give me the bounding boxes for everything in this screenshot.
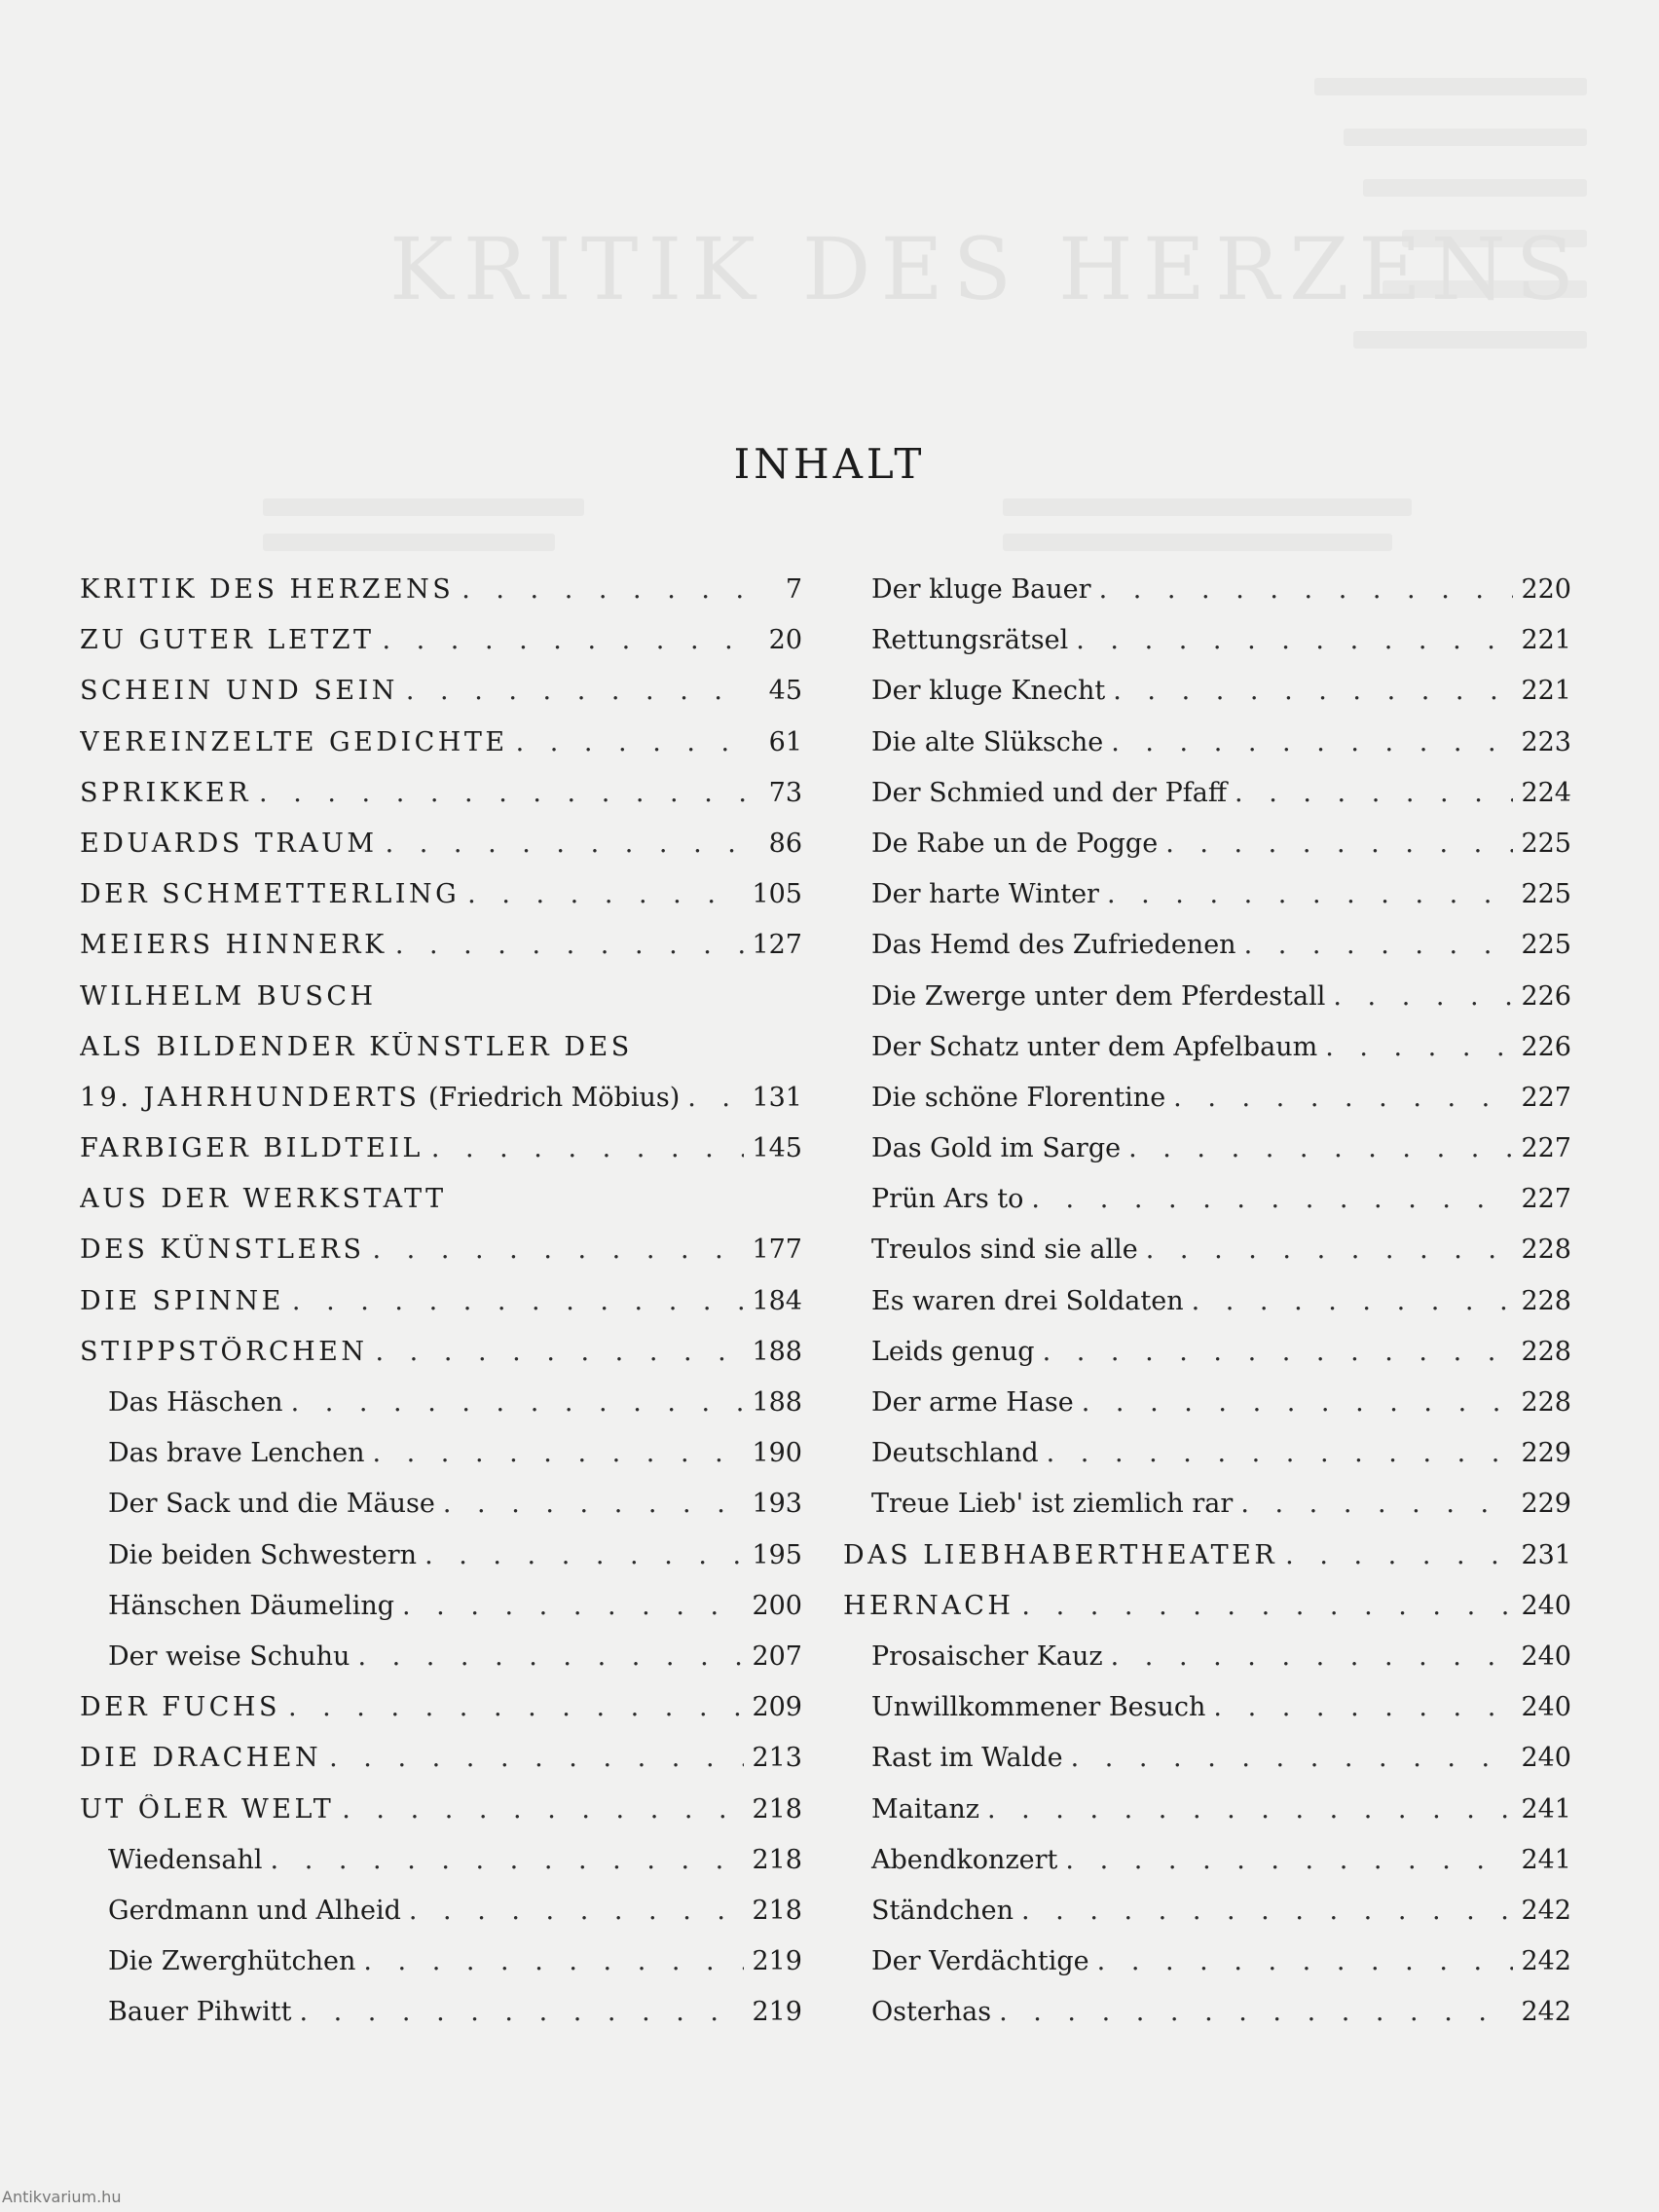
toc-section-entry — [80, 574, 802, 625]
dot-leader — [1165, 829, 1513, 859]
toc-subentry — [843, 930, 1571, 980]
entry-title-text: FARBIGER BILDTEIL — [80, 1133, 424, 1164]
entry-title — [80, 1133, 424, 1163]
entry-title-text: Treue Lieb' ist ziemlich rar — [871, 1489, 1234, 1520]
entry-title-text: De Rabe un de Pogge — [871, 828, 1159, 859]
dot-leader — [299, 1997, 744, 2027]
entry-title-text: Prosaischer Kauz — [871, 1641, 1103, 1672]
entry-title-text: EDUARDS TRAUM — [80, 828, 378, 859]
entry-title — [108, 1997, 291, 2027]
dot-leader — [1325, 1032, 1513, 1062]
entry-title — [80, 930, 387, 960]
entry-title — [871, 1337, 1035, 1367]
entry-title-text: DER SCHMETTERLING — [80, 879, 461, 910]
toc-subentry — [843, 1032, 1571, 1083]
entry-title — [871, 1286, 1184, 1316]
entry-title — [871, 778, 1227, 808]
dot-leader — [288, 1692, 744, 1722]
toc-section-entry — [80, 1032, 802, 1083]
dot-leader — [461, 574, 746, 605]
page-number: 218 — [752, 1844, 802, 1875]
entry-title-text: Der Sack und die Mäuse — [108, 1489, 435, 1520]
page-number: 240 — [1521, 1743, 1571, 1774]
show-through-heading: KRITIK DES HERZENS — [389, 219, 1584, 319]
entry-title-text: Abendkonzert — [871, 1844, 1058, 1875]
toc-section-entry — [80, 1133, 802, 1184]
toc-subentry — [843, 1743, 1571, 1793]
toc-subentry — [843, 1387, 1571, 1438]
entry-title — [108, 1845, 263, 1875]
toc-subentry — [843, 1946, 1571, 1997]
page-number: 225 — [1521, 828, 1571, 859]
entry-title-text: SPRIKKER — [80, 777, 252, 808]
toc-section-entry — [80, 1337, 802, 1387]
page-number: 225 — [1521, 930, 1571, 961]
toc-section-entry — [80, 1184, 802, 1235]
entry-title — [80, 625, 374, 655]
dot-leader — [1240, 1489, 1513, 1519]
entry-title-text: SCHEIN UND SEIN — [80, 676, 398, 707]
dot-leader — [1213, 1692, 1513, 1722]
dot-leader — [1192, 1286, 1514, 1316]
page-number: 209 — [752, 1692, 802, 1723]
toc-subentry — [843, 778, 1571, 829]
dot-leader — [1128, 1133, 1513, 1163]
entry-title-text: UT ÔLER WELT — [80, 1793, 335, 1825]
entry-title-text: 19. JAHRHUNDERTS — [80, 1082, 421, 1113]
page-number: 190 — [752, 1438, 802, 1469]
toc-subentry — [843, 727, 1571, 778]
page-number: 184 — [752, 1285, 802, 1316]
entry-title — [871, 981, 1325, 1012]
toc-subentry — [843, 1896, 1571, 1946]
entry-title — [80, 1286, 284, 1316]
entry-title — [871, 625, 1068, 655]
toc-subentry — [843, 1438, 1571, 1489]
entry-title — [80, 981, 377, 1012]
toc-section-entry — [80, 778, 802, 829]
entry-title — [871, 1692, 1205, 1722]
entry-title-text: HERNACH — [843, 1590, 1014, 1621]
page-number: 61 — [768, 726, 802, 757]
page-number: 227 — [1521, 1133, 1571, 1164]
toc-subentry — [80, 1591, 802, 1641]
page-number: 213 — [752, 1743, 802, 1774]
page-number: 228 — [1521, 1336, 1571, 1367]
page-number: 229 — [1521, 1438, 1571, 1469]
dot-leader — [1173, 1083, 1513, 1113]
dot-leader — [443, 1489, 745, 1519]
toc-subentry — [843, 981, 1571, 1032]
entry-title — [108, 1540, 417, 1570]
entry-title-text: KRITIK DES HERZENS — [80, 574, 455, 605]
toc-section-entry — [80, 727, 802, 778]
entry-title — [108, 1896, 401, 1926]
page-number: 127 — [752, 930, 802, 961]
toc-subentry — [843, 1641, 1571, 1692]
entry-title — [108, 1946, 355, 1976]
entry-title — [871, 1184, 1023, 1214]
page-number: 188 — [752, 1387, 802, 1418]
entry-title-text: Das Hemd des Zufriedenen — [871, 930, 1236, 961]
toc-subentry — [80, 1387, 802, 1438]
toc-subentry — [80, 1845, 802, 1896]
page-number: 86 — [768, 828, 802, 859]
entry-title-text: Die alte Slüksche — [871, 726, 1104, 757]
page-number: 240 — [1521, 1692, 1571, 1723]
entry-title-text: Das Gold im Sarge — [871, 1133, 1122, 1164]
dot-leader — [1111, 727, 1513, 757]
entry-title-text: VEREINZELTE GEDICHTE — [80, 726, 508, 757]
entry-title — [80, 1743, 321, 1773]
page-number: 177 — [752, 1235, 802, 1266]
dot-leader — [292, 1286, 745, 1316]
entry-title-text: Die beiden Schwestern — [108, 1539, 418, 1570]
page-number: 45 — [768, 676, 802, 707]
entry-title-text: Bauer Pihwitt — [108, 1997, 292, 2028]
entry-title-text: Deutschland — [871, 1438, 1039, 1469]
toc-section-entry — [80, 981, 802, 1032]
entry-title-text: Leids genug — [871, 1336, 1035, 1367]
toc-subentry — [843, 1997, 1571, 2047]
entry-title-text: Die schöne Florentine — [871, 1082, 1166, 1113]
entry-title-text: DIE SPINNE — [80, 1285, 284, 1316]
entry-title — [871, 574, 1091, 605]
toc-section-entry — [80, 879, 802, 930]
dot-leader — [1111, 1641, 1514, 1672]
entry-title-text: Die Zwerge unter dem Pferdestall — [871, 980, 1326, 1012]
toc-subentry — [843, 1337, 1571, 1387]
page-number: 242 — [1521, 1997, 1571, 2028]
dot-leader — [1031, 1184, 1513, 1214]
entry-title — [80, 1337, 368, 1367]
entry-title — [871, 1946, 1089, 1976]
entry-title — [871, 676, 1105, 706]
entry-title — [80, 879, 460, 909]
entry-title — [871, 1438, 1039, 1468]
toc-left-column — [80, 574, 802, 2047]
page-number: 219 — [752, 1997, 802, 2028]
page-number: 188 — [752, 1336, 802, 1367]
page-number: 131 — [752, 1082, 802, 1113]
entry-title-text: Das Häschen — [108, 1387, 283, 1418]
toc-section-entry — [80, 1743, 802, 1793]
dot-leader — [1113, 676, 1513, 706]
dot-leader — [1244, 930, 1514, 960]
entry-title — [80, 778, 251, 808]
dot-leader — [406, 676, 746, 706]
toc-subentry — [80, 1489, 802, 1539]
entry-title — [80, 1235, 365, 1265]
page-number: 227 — [1521, 1184, 1571, 1215]
entry-title — [108, 1438, 364, 1468]
entry-title-text: AUS DER WERKSTATT — [80, 1184, 447, 1215]
dot-leader — [357, 1641, 744, 1672]
entry-title-text: Hänschen Däumeling — [108, 1590, 395, 1621]
entry-title — [871, 1743, 1063, 1773]
dot-leader — [424, 1540, 744, 1570]
toc-subentry — [80, 1540, 802, 1591]
entry-title — [80, 676, 398, 706]
toc-section-entry — [80, 829, 802, 879]
entry-title-text: Der Schmied und der Pfaff — [871, 777, 1228, 808]
entry-title-text: Maitanz — [871, 1793, 979, 1825]
dot-leader — [329, 1743, 744, 1773]
toc-subentry — [80, 1641, 802, 1692]
page-number: 200 — [752, 1590, 802, 1621]
dot-leader — [1107, 879, 1513, 909]
dot-leader — [1146, 1235, 1514, 1265]
entry-title — [80, 829, 378, 859]
toc-section-entry — [843, 1540, 1571, 1591]
page-title: INHALT — [733, 440, 926, 488]
toc-subentry — [843, 1184, 1571, 1235]
page-number: 221 — [1521, 676, 1571, 707]
dot-leader — [1076, 625, 1513, 655]
entry-title — [80, 1184, 447, 1214]
entry-title — [108, 1489, 435, 1519]
dot-leader — [372, 1438, 744, 1468]
entry-title-text: ZU GUTER LETZT — [80, 625, 375, 656]
dot-leader — [1043, 1337, 1514, 1367]
dot-leader — [1235, 778, 1513, 808]
entry-title — [871, 1641, 1103, 1672]
page-number: 228 — [1521, 1235, 1571, 1266]
entry-title-text: Osterhas — [871, 1997, 992, 2028]
entry-title-text: Es waren drei Soldaten — [871, 1285, 1184, 1316]
dot-leader — [1071, 1743, 1514, 1773]
page-number: 229 — [1521, 1489, 1571, 1520]
toc-subentry — [843, 1845, 1571, 1896]
toc-subentry — [80, 1438, 802, 1489]
dot-leader — [395, 930, 745, 960]
toc-subentry — [843, 625, 1571, 676]
page-number: 225 — [1521, 879, 1571, 910]
dot-leader — [431, 1133, 745, 1163]
toc-subentry — [80, 1997, 802, 2047]
page-number: 242 — [1521, 1895, 1571, 1926]
toc-section-entry — [843, 1591, 1571, 1641]
entry-title — [80, 574, 454, 605]
page-number: 207 — [752, 1641, 802, 1672]
dot-leader — [1021, 1591, 1513, 1621]
entry-title-text: Gerdmann und Alheid — [108, 1895, 401, 1926]
entry-title-text: Prün Ars to — [871, 1184, 1024, 1215]
entry-title — [871, 879, 1099, 909]
entry-title — [80, 1692, 280, 1722]
entry-title — [871, 1083, 1165, 1113]
entry-title-text: Der kluge Bauer — [871, 574, 1091, 605]
toc-subentry — [843, 879, 1571, 930]
entry-title-text: MEIERS HINNERK — [80, 930, 387, 961]
dot-leader — [386, 829, 746, 859]
page-number: 241 — [1521, 1793, 1571, 1825]
page-number: 221 — [1521, 625, 1571, 656]
entry-title — [843, 1540, 1277, 1570]
toc-section-entry — [80, 676, 802, 726]
toc-subentry — [80, 1896, 802, 1946]
dot-leader — [409, 1896, 745, 1926]
toc-subentry — [843, 1489, 1571, 1539]
dot-leader — [1285, 1540, 1513, 1570]
entry-title — [871, 1794, 979, 1825]
toc-section-entry — [80, 625, 802, 676]
entry-title-text: Die Zwerghütchen — [108, 1946, 356, 1977]
entry-title — [871, 1235, 1138, 1265]
entry-title-text: DAS LIEBHABERTHEATER — [843, 1539, 1278, 1570]
dot-leader — [363, 1946, 744, 1976]
entry-title — [80, 1083, 680, 1113]
entry-title — [871, 1845, 1057, 1875]
watermark: Antikvarium.hu — [2, 2188, 122, 2206]
entry-title — [871, 727, 1103, 757]
entry-title-text: Der Schatz unter dem Apfelbaum — [871, 1031, 1318, 1062]
page-number: 7 — [785, 574, 802, 605]
toc-subentry — [843, 829, 1571, 879]
entry-title — [871, 1133, 1121, 1163]
dot-leader — [687, 1083, 744, 1113]
entry-title-text: Ständchen — [871, 1895, 1014, 1926]
dot-leader — [467, 879, 744, 909]
page-number: 228 — [1521, 1285, 1571, 1316]
dot-leader — [342, 1794, 744, 1825]
page-number: 241 — [1521, 1844, 1571, 1875]
dot-leader — [291, 1387, 745, 1418]
page-number: 240 — [1521, 1641, 1571, 1672]
dot-leader — [1082, 1387, 1514, 1418]
entry-title-text: STIPPSTÖRCHEN — [80, 1336, 368, 1367]
toc-subentry — [843, 1235, 1571, 1285]
entry-title — [80, 1794, 334, 1825]
entry-title-text: Treulos sind sie alle — [871, 1235, 1138, 1266]
dot-leader — [382, 625, 746, 655]
entry-title-text: WILHELM BUSCH — [80, 980, 377, 1012]
page-number: 218 — [752, 1895, 802, 1926]
entry-title — [108, 1387, 283, 1418]
dot-leader — [271, 1845, 745, 1875]
entry-author: (Friedrich Möbius) — [420, 1082, 681, 1113]
dot-leader — [1021, 1896, 1513, 1926]
entry-title — [871, 930, 1236, 960]
entry-title-text: Das brave Lenchen — [108, 1438, 365, 1469]
entry-title-text: Unwillkommener Besuch — [871, 1692, 1206, 1723]
entry-title-text: Rast im Walde — [871, 1743, 1063, 1774]
page-number: 105 — [752, 879, 802, 910]
entry-title-text: DIE DRACHEN — [80, 1743, 322, 1774]
entry-title-text: Der kluge Knecht — [871, 676, 1106, 707]
toc-subentry — [843, 1083, 1571, 1133]
page-number: 240 — [1521, 1590, 1571, 1621]
page-number: 224 — [1521, 777, 1571, 808]
dot-leader — [376, 1337, 745, 1367]
page-number: 242 — [1521, 1946, 1571, 1977]
page-number: 145 — [752, 1133, 802, 1164]
entry-title — [871, 1489, 1233, 1519]
toc-subentry — [80, 1946, 802, 1997]
toc-subentry — [843, 1794, 1571, 1845]
entry-title-text: Der weise Schuhu — [108, 1641, 350, 1672]
page-number: 220 — [1521, 574, 1571, 605]
toc-subentry — [843, 1692, 1571, 1743]
dot-leader — [373, 1235, 745, 1265]
toc-subentry — [843, 1286, 1571, 1337]
toc-section-entry — [80, 930, 802, 980]
entry-title — [843, 1591, 1014, 1621]
toc-section-entry — [80, 1794, 802, 1845]
toc-subentry — [843, 574, 1571, 625]
entry-title — [871, 1387, 1074, 1418]
entry-title — [108, 1641, 350, 1672]
page-number: 226 — [1521, 1031, 1571, 1062]
dot-leader — [1333, 981, 1513, 1012]
entry-title — [871, 1896, 1014, 1926]
toc-subentry — [843, 1133, 1571, 1184]
dot-leader — [1065, 1845, 1513, 1875]
page-number: 219 — [752, 1946, 802, 1977]
entry-title-text: Der harte Winter — [871, 879, 1099, 910]
dot-leader — [999, 1997, 1513, 2027]
page-number: 20 — [768, 625, 802, 656]
dot-leader — [987, 1794, 1514, 1825]
page-number: 228 — [1521, 1387, 1571, 1418]
toc-section-entry — [80, 1235, 802, 1285]
page-number: 218 — [752, 1793, 802, 1825]
dot-leader — [1047, 1438, 1514, 1468]
toc-section-entry — [80, 1692, 802, 1743]
page-number: 231 — [1521, 1539, 1571, 1570]
entry-title — [80, 1032, 633, 1062]
toc-right-column — [843, 574, 1571, 2047]
toc-section-entry — [80, 1083, 802, 1133]
entry-title-text: Der arme Hase — [871, 1387, 1074, 1418]
entry-title — [871, 1032, 1317, 1062]
page-number: 193 — [752, 1489, 802, 1520]
dot-leader — [516, 727, 746, 757]
dot-leader — [1097, 1946, 1514, 1976]
entry-title — [871, 829, 1158, 859]
entry-title — [80, 727, 508, 757]
page-number: 73 — [768, 777, 802, 808]
page-number: 223 — [1521, 726, 1571, 757]
toc-subentry — [843, 676, 1571, 726]
entry-title — [108, 1591, 394, 1621]
page-number: 195 — [752, 1539, 802, 1570]
entry-title-text: Wiedensahl — [108, 1844, 263, 1875]
page-number: 227 — [1521, 1082, 1571, 1113]
toc-section-entry — [80, 1286, 802, 1337]
entry-title-text: Rettungsrätsel — [871, 625, 1069, 656]
dot-leader — [402, 1591, 744, 1621]
entry-title-text: DER FUCHS — [80, 1692, 280, 1723]
page-number: 226 — [1521, 980, 1571, 1012]
dot-leader — [1099, 574, 1514, 605]
entry-title-text: Der Verdächtige — [871, 1946, 1089, 1977]
entry-title — [871, 1997, 991, 2027]
entry-title-text: DES KÜNSTLERS — [80, 1235, 365, 1266]
entry-title-text: ALS BILDENDER KÜNSTLER DES — [80, 1031, 633, 1062]
dot-leader — [259, 778, 746, 808]
